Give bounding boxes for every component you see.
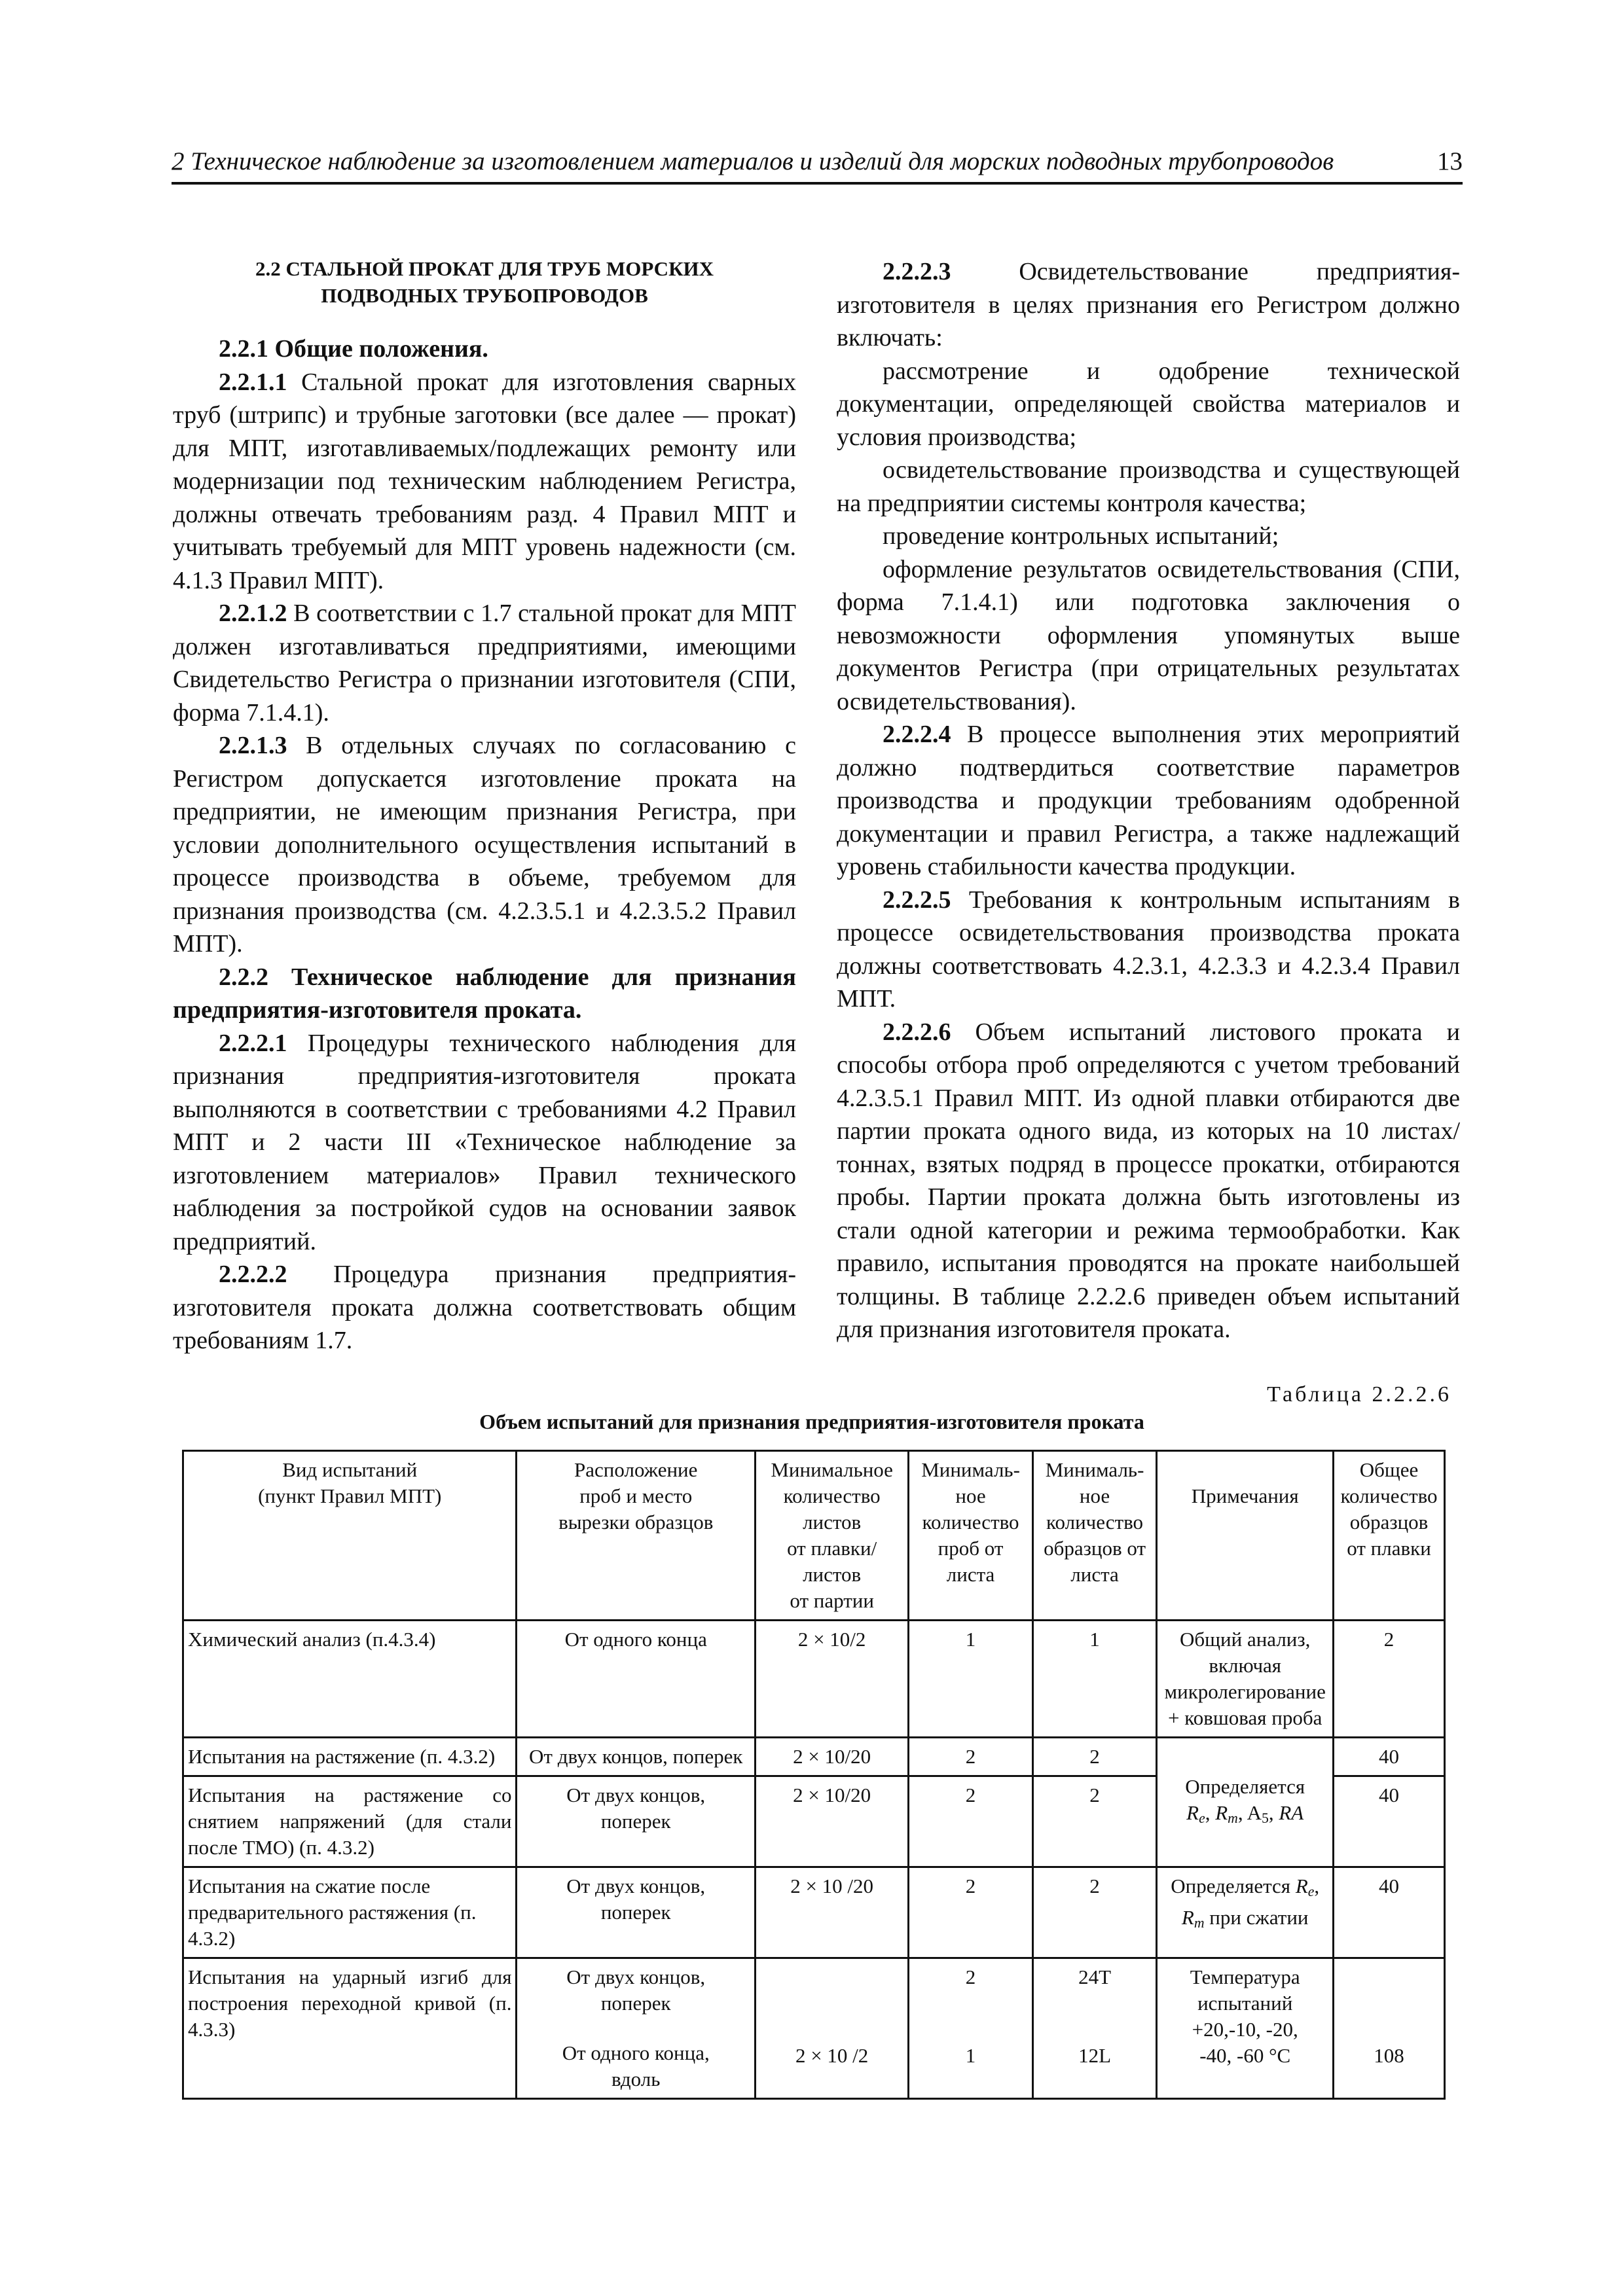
table-row <box>183 1958 1445 2099</box>
total-cell: 108 <box>1334 1958 1445 2099</box>
samples-cell: 2 <box>1032 1738 1157 1776</box>
list-item: рассмотрение и одобрение технической документации, определяющей свойства материалов и условия производства; <box>837 357 1460 451</box>
left-column <box>173 255 796 1357</box>
paragraph: 2.2.2.6 Объем испытаний листового проката и способы отбора проб определяются с учетом требований 4.2.3.5.1 Правил МПТ. Из одной плавки отбираются две партии проката одного вида, из которых на 10 листах/тоннах, взятых подряд в процессе прокатки, отбираются пробы. Партии проката должна быть изготовлены из стали одной категории и режима термообработки. Как правило, испытания проводятся на прокате наибольшей толщины. В таблице 2.2.2.6 приведен объем испытаний для признания изготовителя проката. <box>837 1018 1460 1343</box>
header-cell: Общее количество образцов от плавки <box>1334 1451 1445 1621</box>
total-cell: 40 <box>1334 1738 1445 1776</box>
samples-cell: 24T 12L <box>1032 1958 1157 2099</box>
paragraph: 2.2.2.1 Процедуры технического наблюдения для признания предприятия-изготовителя проката выполняются в соответствии с требованиями 4.2 Правил МПТ и 2 части III «Техническое наблюдение за изготовлением материалов» Правил технического наблюдения за постройкой судов на основании заявок предприятий. <box>173 1029 796 1255</box>
note-cell: Общий анализ, включая микролегирование + ковшовая проба <box>1157 1621 1334 1738</box>
total-cell: 40 <box>1334 1867 1445 1958</box>
test-type-cell: Испытания на растяжение (п. 4.3.2) <box>183 1738 517 1776</box>
header-cell: Минималь- ное количество проб от листа <box>909 1451 1033 1621</box>
test-type-cell: Испытания на сжатие после предварительного растяжения (п. 4.3.2) <box>183 1867 517 1958</box>
paragraph: 2.2.2.2 Процедура признания предприятия-изготовителя проката должна соответствовать общим требованиям 1.7. <box>173 1261 796 1354</box>
sheets-cell: 2 × 10 /2 <box>755 1958 908 2099</box>
running-header <box>172 145 1463 185</box>
probes-cell: 2 <box>909 1738 1033 1776</box>
running-title: 2 Техническое наблюдение за изготовлением материалов и изделий для морских подводных трубопроводов <box>172 147 1334 175</box>
probes-cell: 2 <box>909 1776 1033 1867</box>
total-cell: 2 <box>1334 1621 1445 1738</box>
sheets-cell: 2 × 10/20 <box>755 1738 908 1776</box>
location-cell: От двух концов, поперек От одного конца, вдоль <box>517 1958 756 2099</box>
location-cell: От двух концов, поперек <box>517 1867 756 1958</box>
paragraph: 2.2.1.2 В соответствии с 1.7 стальной прокат для МПТ должен изготавливаться предприятиями, имеющими Свидетельство Регистра о признании изготовителя (СПИ, форма 7.1.4.1). <box>173 600 796 726</box>
page-number: 13 <box>1437 147 1463 175</box>
test-type-cell: Испытания на ударный изгиб для построения переходной кривой (п. 4.3.3) <box>183 1958 517 2099</box>
samples-cell: 2 <box>1032 1776 1157 1867</box>
paragraph: 2.2.1.3 В отдельных случаях по согласованию с Регистром допускается изготовление проката на предприятии, не имеющим признания Регистра, при условии дополнительного осуществления испытаний в процессе производства в объеме, требуемом для признания производства (см. 4.2.3.5.1 и 4.2.3.5.2 Правил МПТ). <box>173 732 796 958</box>
location-cell: От двух концов, поперек <box>517 1776 756 1867</box>
tests-table <box>182 1450 1446 2100</box>
paragraph: 2.2.2.5 Требования к контрольным испытаниям в процессе освидетельствования производства проката должны соответствовать 4.2.3.1, 4.2.3.3 и 4.2.3.4 Правил МПТ. <box>837 886 1460 1013</box>
probes-cell: 1 <box>909 1621 1033 1738</box>
list-item: освидетельствование производства и существующей на предприятии системы контроля качества; <box>837 456 1460 517</box>
subsection-heading: 2.2.1 Общие положения. <box>219 335 488 363</box>
table-title: Объем испытаний для признания предприятия-изготовителя проката <box>479 1410 1144 1433</box>
sheets-cell: 2 × 10/2 <box>755 1621 908 1738</box>
location-cell: От двух концов, поперек <box>517 1738 756 1776</box>
header-cell: Расположение проб и место вырезки образцов <box>517 1451 756 1621</box>
header-cell: Минималь- ное количество образцов от листа <box>1032 1451 1157 1621</box>
samples-cell: 1 <box>1032 1621 1157 1738</box>
header-cell: Примечания <box>1157 1451 1334 1621</box>
note-cell: Определяется $R_e$, $R_m$ при сжатии <box>1157 1867 1334 1958</box>
note-cell: Определяется $R_e$, $R_m$, $A_5$, RA <box>1157 1738 1334 1867</box>
test-type-cell: Испытания на растяжение со снятием напряжений (для стали после ТМО) (п. 4.3.2) <box>183 1776 517 1867</box>
right-column <box>837 255 1460 1346</box>
sheets-cell: 2 × 10/20 <box>755 1776 908 1867</box>
header-cell: Вид испытаний (пункт Правил МПТ) <box>183 1451 517 1621</box>
test-type-cell: Химический анализ (п.4.3.4) <box>183 1621 517 1738</box>
paragraph: 2.2.1.1 Стальной прокат для изготовления сварных труб (штрипс) и трубные заготовки (все далее — прокат) для МПТ, изготавливаемых/подлежащих ремонту или модернизации под техническим наблюдением Регистра, должны отвечать требованиям разд. 4 Правил МПТ и учитывать требуемый для МПТ уровень надежности (см. 4.1.3 Правил МПТ). <box>173 368 796 594</box>
table-row <box>183 1867 1445 1958</box>
location-cell: От одного конца <box>517 1621 756 1738</box>
paragraph: 2.2.2.3 Освидетельствование предприятия-изготовителя в целях признания его Регистром должно включать: <box>837 258 1460 351</box>
probes-cell: 2 <box>909 1867 1033 1958</box>
subsection-heading: 2.2.2 Техническое наблюдение для признания предприятия-изготовителя проката. <box>173 963 796 1024</box>
samples-cell: 2 <box>1032 1867 1157 1958</box>
table-row <box>183 1738 1445 1776</box>
header-cell: Минимальное количество листов от плавки/листов от партии <box>755 1451 908 1621</box>
table-header-row <box>183 1451 1445 1621</box>
paragraph: 2.2.2.4 В процессе выполнения этих мероприятий должно подтвердиться соответствие параметров производства и продукции требованиям одобренной документации и правил Регистра, а также надлежащий уровень стабильности качества продукции. <box>837 721 1460 880</box>
section-title: 2.2 СТАЛЬНОЙ ПРОКАТ ДЛЯ ТРУБ МОРСКИХ ПОДВОДНЫХ ТРУБОПРОВОДОВ <box>255 257 714 307</box>
sheets-cell: 2 × 10 /20 <box>755 1867 908 1958</box>
probes-cell: 2 1 <box>909 1958 1033 2099</box>
total-cell: 40 <box>1334 1776 1445 1867</box>
table-label: Таблица 2.2.2.6 <box>1267 1382 1451 1407</box>
list-item: проведение контрольных испытаний; <box>883 522 1279 550</box>
list-item: оформление результатов освидетельствования (СПИ, форма 7.1.4.1) или подготовка заключения о невозможности оформления упомянутых выше документов Регистра (при отрицательных результатах освидетельствования). <box>837 555 1460 715</box>
note-cell: Температура испытаний +20,-10, -20, -40, -60 °C <box>1157 1958 1334 2099</box>
table-row <box>183 1621 1445 1738</box>
